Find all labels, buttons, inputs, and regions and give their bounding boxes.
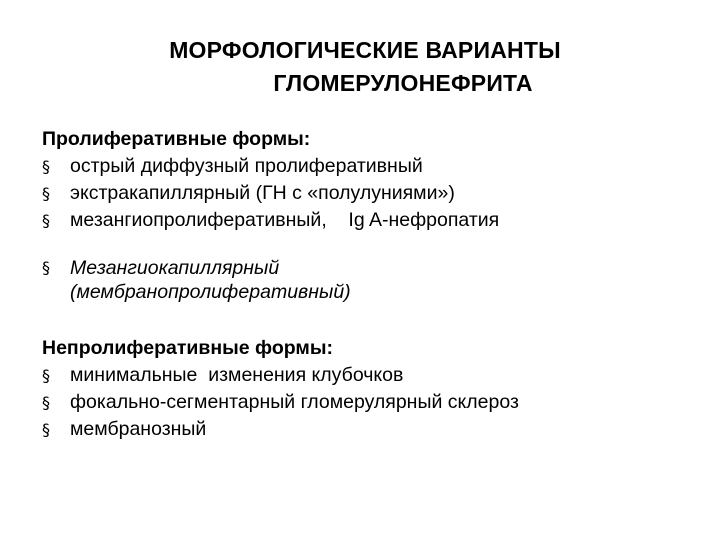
spacer (42, 304, 702, 334)
proliferative-heading: Пролиферативные формы: (42, 128, 311, 150)
bullet-icon: § (42, 184, 50, 203)
list-item (42, 362, 702, 389)
mesangiocapillary-line-2: (мембранопролиферативный) (70, 281, 351, 303)
title-line-1: МОРФОЛОГИЧЕСКИЕ ВАРИАНТЫ (169, 37, 561, 63)
bullet-icon: § (42, 258, 50, 277)
list-item (42, 153, 702, 180)
spacer (42, 234, 702, 256)
list-item-text: мезангиопролиферативный, Ig A-нефропатия (70, 209, 500, 231)
title-line-2: ГЛОМЕРУЛОНЕФРИТА (273, 70, 533, 96)
list-item-mesangiocapillary (42, 256, 702, 304)
bullet-icon: § (42, 420, 50, 439)
list-item-text: мембранозный (70, 418, 207, 440)
slide-title (0, 34, 720, 100)
list-item (42, 207, 702, 234)
list-item (42, 416, 702, 443)
bullet-icon: § (42, 211, 50, 230)
mesangiocapillary-line-1: Мезангиокапиллярный (70, 257, 280, 279)
nonproliferative-heading: Непролиферативные формы: (42, 337, 333, 359)
list-item-text: фокально-сегментарный гломерулярный склероз (70, 391, 519, 413)
bullet-icon: § (42, 366, 50, 385)
list-item-text: острый диффузный пролиферативный (70, 155, 423, 177)
list-item (42, 180, 702, 207)
list-item-text: минимальные изменения клубочков (70, 364, 404, 386)
slide-content (42, 125, 702, 443)
bullet-icon: § (42, 157, 50, 176)
bullet-icon: § (42, 393, 50, 412)
list-item (42, 389, 702, 416)
list-item-text: экстракапиллярный (ГН с «полулуниями») (70, 182, 455, 204)
